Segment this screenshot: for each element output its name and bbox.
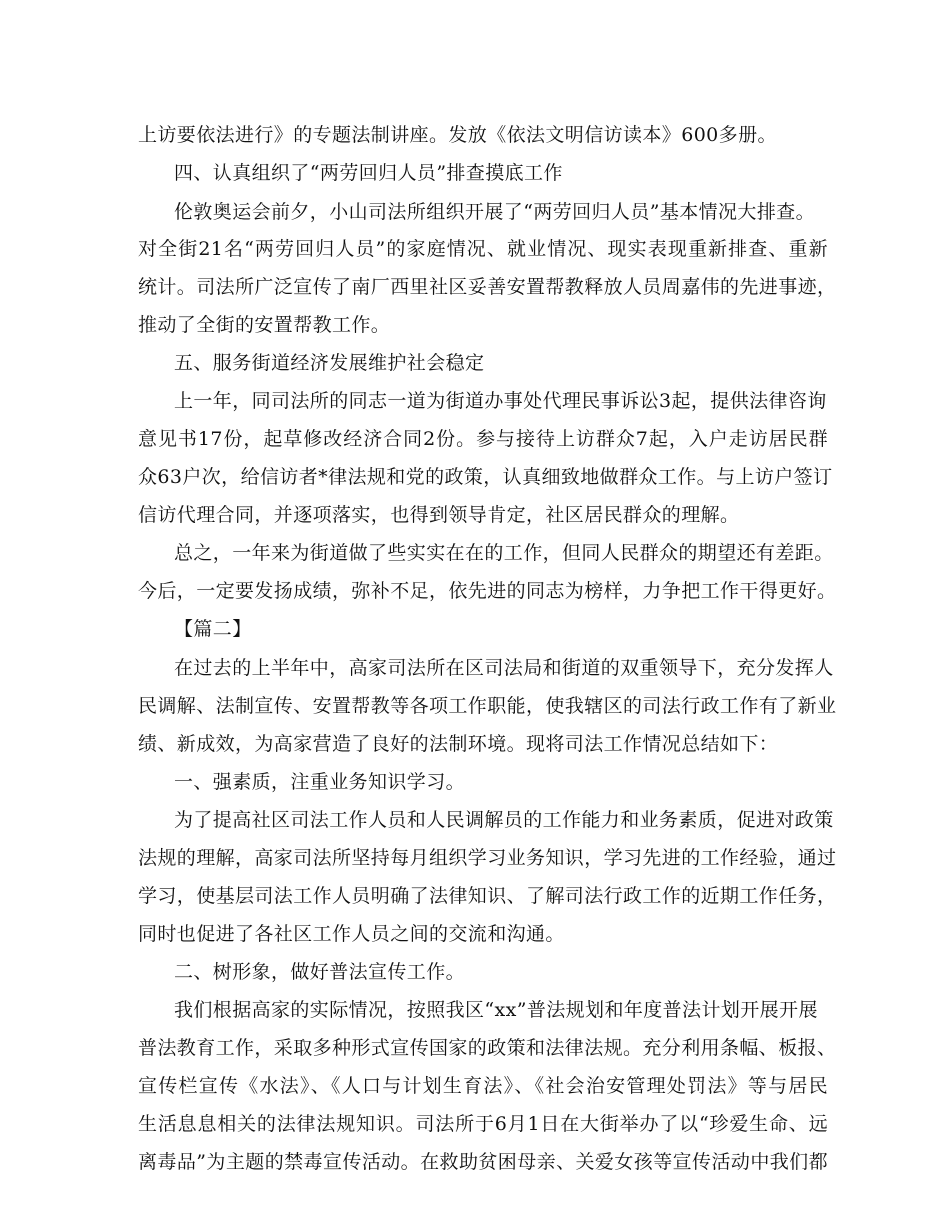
text-line: 民调解、法制宣传、安置帮教等各项工作职能，使我辖区的司法行政工作有了新业 <box>138 695 837 717</box>
text-line: 对全街21名“两劳回归人员”的家庭情况、就业情况、现实表现重新排查、重新 <box>138 238 828 260</box>
text-line: 我们根据高家的实际情况，按照我区“xx”普法规划和年度普法计划开展开展 <box>174 999 818 1021</box>
text-line: 离毒品”为主题的禁毒宣传活动。在救助贫困母亲、关爱女孩等宣传活动中我们都 <box>138 1151 828 1173</box>
text-line: 信访代理合同，并逐项落实，也得到领导肯定，社区居民群众的理解。 <box>138 504 740 526</box>
text-line: 学习，使基层司法工作人员明确了法律知识、了解司法行政工作的近期工作任务， <box>138 885 837 907</box>
text-line: 推动了全街的安置帮教工作。 <box>138 314 391 336</box>
section-heading: 五、服务街道经济发展维护社会稳定 <box>174 352 485 374</box>
text-line: 法规的理解，高家司法所坚持每月组织学习业务知识，学习先进的工作经验，通过 <box>138 847 837 869</box>
section-heading: 二、树形象，做好普法宣传工作。 <box>174 961 466 983</box>
text-line: 众63户次，给信访者*律法规和党的政策，认真细致地做群众工作。与上访户签订 <box>138 466 833 488</box>
section-marker: 【篇二】 <box>174 618 252 640</box>
text-line: 生活息息相关的法律法规知识。司法所于6月1日在大街举办了以“珍爱生命、远 <box>138 1113 828 1135</box>
text-line: 在过去的上半年中，高家司法所在区司法局和街道的双重领导下，充分发挥人 <box>174 657 834 679</box>
text-line: 宣传栏宣传《水法》、《人口与计划生育法》、《社会治安管理处罚法》等与居民 <box>138 1075 828 1097</box>
text-line: 上访要依法进行》的专题法制讲座。发放《依法文明信访读本》600多册。 <box>138 124 777 146</box>
text-line: 统计。司法所广泛宣传了南厂西里社区妥善安置帮教释放人员周嘉伟的先进事迹， <box>138 276 837 298</box>
text-line: 总之，一年来为街道做了些实实在在的工作，但同人民群众的期望还有差距。 <box>174 542 834 564</box>
text-line: 意见书17份，起草修改经济合同2份。参与接待上访群众7起，入户走访居民群 <box>138 428 828 450</box>
section-heading: 四、认真组织了“两劳回归人员”排查摸底工作 <box>174 162 563 184</box>
text-line: 伦敦奥运会前夕，小山司法所组织开展了“两劳回归人员”基本情况大排查。 <box>174 201 816 223</box>
section-heading: 一、强素质，注重业务知识学习。 <box>174 771 466 793</box>
text-line: 为了提高社区司法工作人员和人民调解员的工作能力和业务素质，促进对政策 <box>174 809 834 831</box>
text-line: 同时也促进了各社区工作人员之间的交流和沟通。 <box>138 923 565 945</box>
text-line: 普法教育工作，采取多种形式宣传国家的政策和法律法规。充分利用条幅、板报、 <box>138 1037 837 1059</box>
text-line: 绩、新成效，为高家营造了良好的法制环境。现将司法工作情况总结如下： <box>138 733 779 755</box>
text-line: 今后，一定要发扬成绩，弥补不足，依先进的同志为榜样，力争把工作干得更好。 <box>138 580 837 602</box>
text-line: 上一年，同司法所的同志一道为街道办事处代理民事诉讼3起，提供法律咨询 <box>174 390 827 412</box>
